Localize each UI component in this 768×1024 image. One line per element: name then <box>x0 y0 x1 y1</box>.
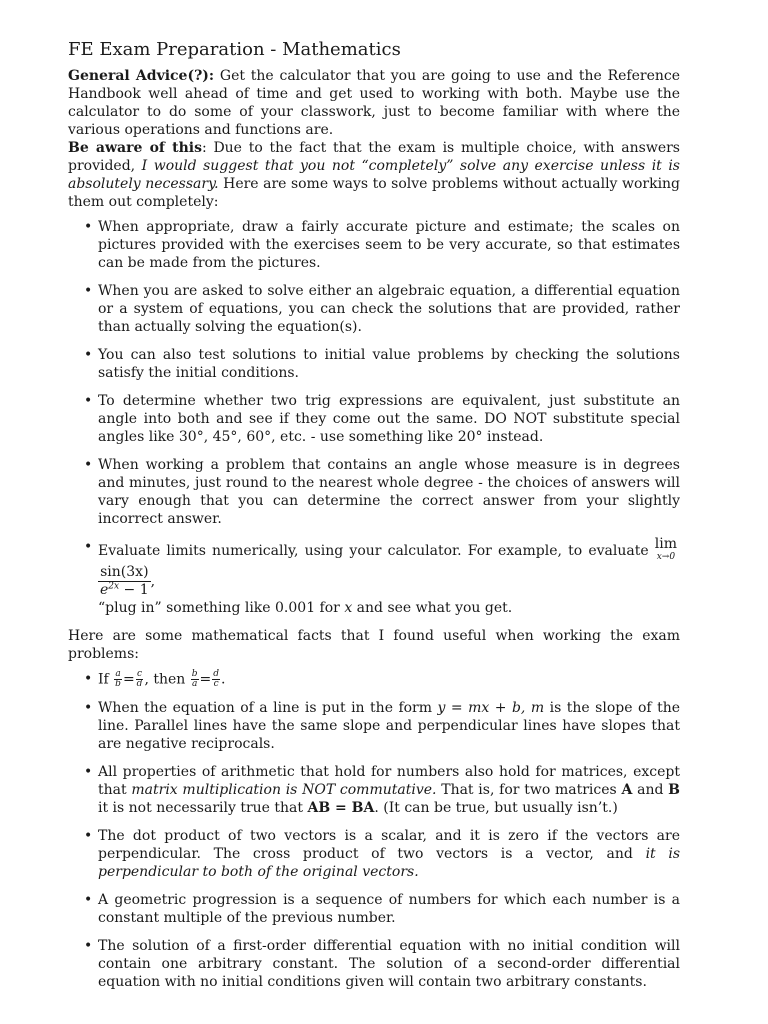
then-label: then <box>153 671 186 688</box>
list-item: • When working a problem that contains an angle whose measure is in degrees and minutes, just round to the nearest whole degree - the choices of answers will vary enough that you can determine the correct answer from your slightly incorrect answer. <box>84 456 680 528</box>
frac-numerator: c <box>137 669 143 679</box>
line-m: m <box>530 700 545 716</box>
line-text-1: When the equation of a line is put in the form <box>98 700 433 716</box>
limit-text-after-1: “plug in” something like 0.001 for <box>98 600 340 616</box>
frac-denominator: b <box>115 679 121 689</box>
limit-text-after-2: and see what you get. <box>356 600 513 616</box>
matrix-a: A <box>621 782 633 798</box>
list-item: • When you are asked to solve either an algebraic equation, a differential equation or a system of equations, you can check the solutions that are provided, rather than actually solving the equation(s). <box>84 282 680 336</box>
limit-text-before: Evaluate limits numerically, using your calculator. For example, to evaluate <box>98 543 649 559</box>
matrix-equation: AB = BA <box>307 800 375 816</box>
matrix-text-2: That is, for two matrices <box>441 782 617 798</box>
fraction-b-a <box>191 670 199 689</box>
list-item: • To determine whether two trig expressions are equivalent, just substitute an angle into both and see if they come out the same. DO NOT substitute special angles like 30°, 45°, 60°, etc. - use something like 20° instead. <box>84 392 680 446</box>
general-advice-label: General Advice(?): <box>68 68 215 84</box>
list-item-line <box>84 699 680 753</box>
limit-denominator <box>98 582 151 599</box>
frac-denominator: a <box>191 679 198 689</box>
list-item-fraction-fact: • If $\frac{a}{b}$ = $\frac{c}{d}$ , then $\frac{b}{a}$ = $\frac{d}{c}$ . <box>84 670 680 689</box>
list-item: • When appropriate, draw a fairly accurate picture and estimate; the scales on pictures provided with the exercises seem to be very accurate, so that estimates can be made from the pictures. <box>84 218 680 272</box>
fraction-c-d <box>136 670 144 689</box>
limit-comma: , <box>150 573 156 590</box>
intro-paragraph <box>68 67 680 211</box>
if-label: If <box>98 671 109 688</box>
matrix-b: B <box>668 782 681 798</box>
limit-operator <box>655 538 677 564</box>
line-equation: y = mx + b, <box>437 700 526 716</box>
limit-denominator-rest: − 1 <box>119 582 149 598</box>
fraction-d-c <box>212 670 220 689</box>
matrix-text-1: All properties of arithmetic that hold for numbers also hold for matrices, except that <box>98 764 680 798</box>
matrix-italic: matrix multiplication is NOT commutative. <box>131 782 437 798</box>
list-item-vectors <box>84 827 680 881</box>
tips-list <box>68 218 680 617</box>
frac-denominator: c <box>213 679 219 689</box>
list-item: • You can also test solutions to initial value problems by checking the solutions satisfy the initial conditions. <box>84 346 680 382</box>
be-aware-italic: I would suggest that you not “completely” solve any exercise unless it is absolutely necessary. <box>68 158 680 192</box>
matrix-and: and <box>637 782 664 798</box>
page-title: FE Exam Preparation - Mathematics <box>68 39 401 60</box>
frac-numerator: a <box>115 669 121 679</box>
facts-list <box>68 670 680 991</box>
limit-numerator: sin(3x) <box>98 564 151 582</box>
line-text-2: is the slope of the line. Parallel lines have the same slope and perpendicular lines have slopes that are negative reciprocals. <box>98 700 680 752</box>
dot-text: The dot product of two vectors is a scalar, and it is zero if the vectors are perpendicular. The cross product of two vectors is a vector, and <box>98 828 680 862</box>
limit-denominator-base: e <box>100 582 109 598</box>
dot-italic: it is perpendicular to both of the original vectors. <box>98 846 681 880</box>
limit-subscript: x→0 <box>656 552 676 562</box>
document-page <box>68 38 680 1001</box>
be-aware-text: : Due to the fact that the exam is multiple choice, with answers provided, <box>68 140 680 174</box>
limit-lim: lim <box>654 536 677 552</box>
intro-closing: Here are some ways to solve problems without actually working them out completely: <box>68 176 681 210</box>
list-item-ode: • The solution of a first-order differential equation with no initial condition will contain one arbitrary constant. The solution of a second-order differential equation with no initial conditions given will contain two arbitrary constants. <box>84 937 680 991</box>
general-advice-text: Get the calculator that you are going to use and the Reference Handbook well ahead of time and get used to working with both. Maybe use the calculator to do some of your classwork, just to become familiar with where the various operations and functions are. <box>68 68 680 138</box>
frac-numerator: d <box>213 669 220 679</box>
be-aware-label: Be aware of this <box>68 140 202 156</box>
limit-var: x <box>344 600 353 616</box>
frac-numerator: b <box>191 669 198 679</box>
matrix-text-3: it is not necessarily true that <box>98 800 304 816</box>
facts-intro: Here are some mathematical facts that I found useful when working the exam problems: <box>68 628 680 662</box>
list-item-limit <box>84 538 680 617</box>
fraction-a-b <box>114 670 122 689</box>
frac-denominator: d <box>136 679 143 689</box>
limit-denominator-exp: 2x <box>108 581 120 592</box>
limit-fraction <box>98 564 151 599</box>
matrix-text-4: . (It can be true, but usually isn’t.) <box>374 800 618 816</box>
list-item-geometric: • A geometric progression is a sequence of numbers for which each number is a constant multiple of the previous number. <box>84 891 680 927</box>
list-item-matrix <box>84 763 680 817</box>
